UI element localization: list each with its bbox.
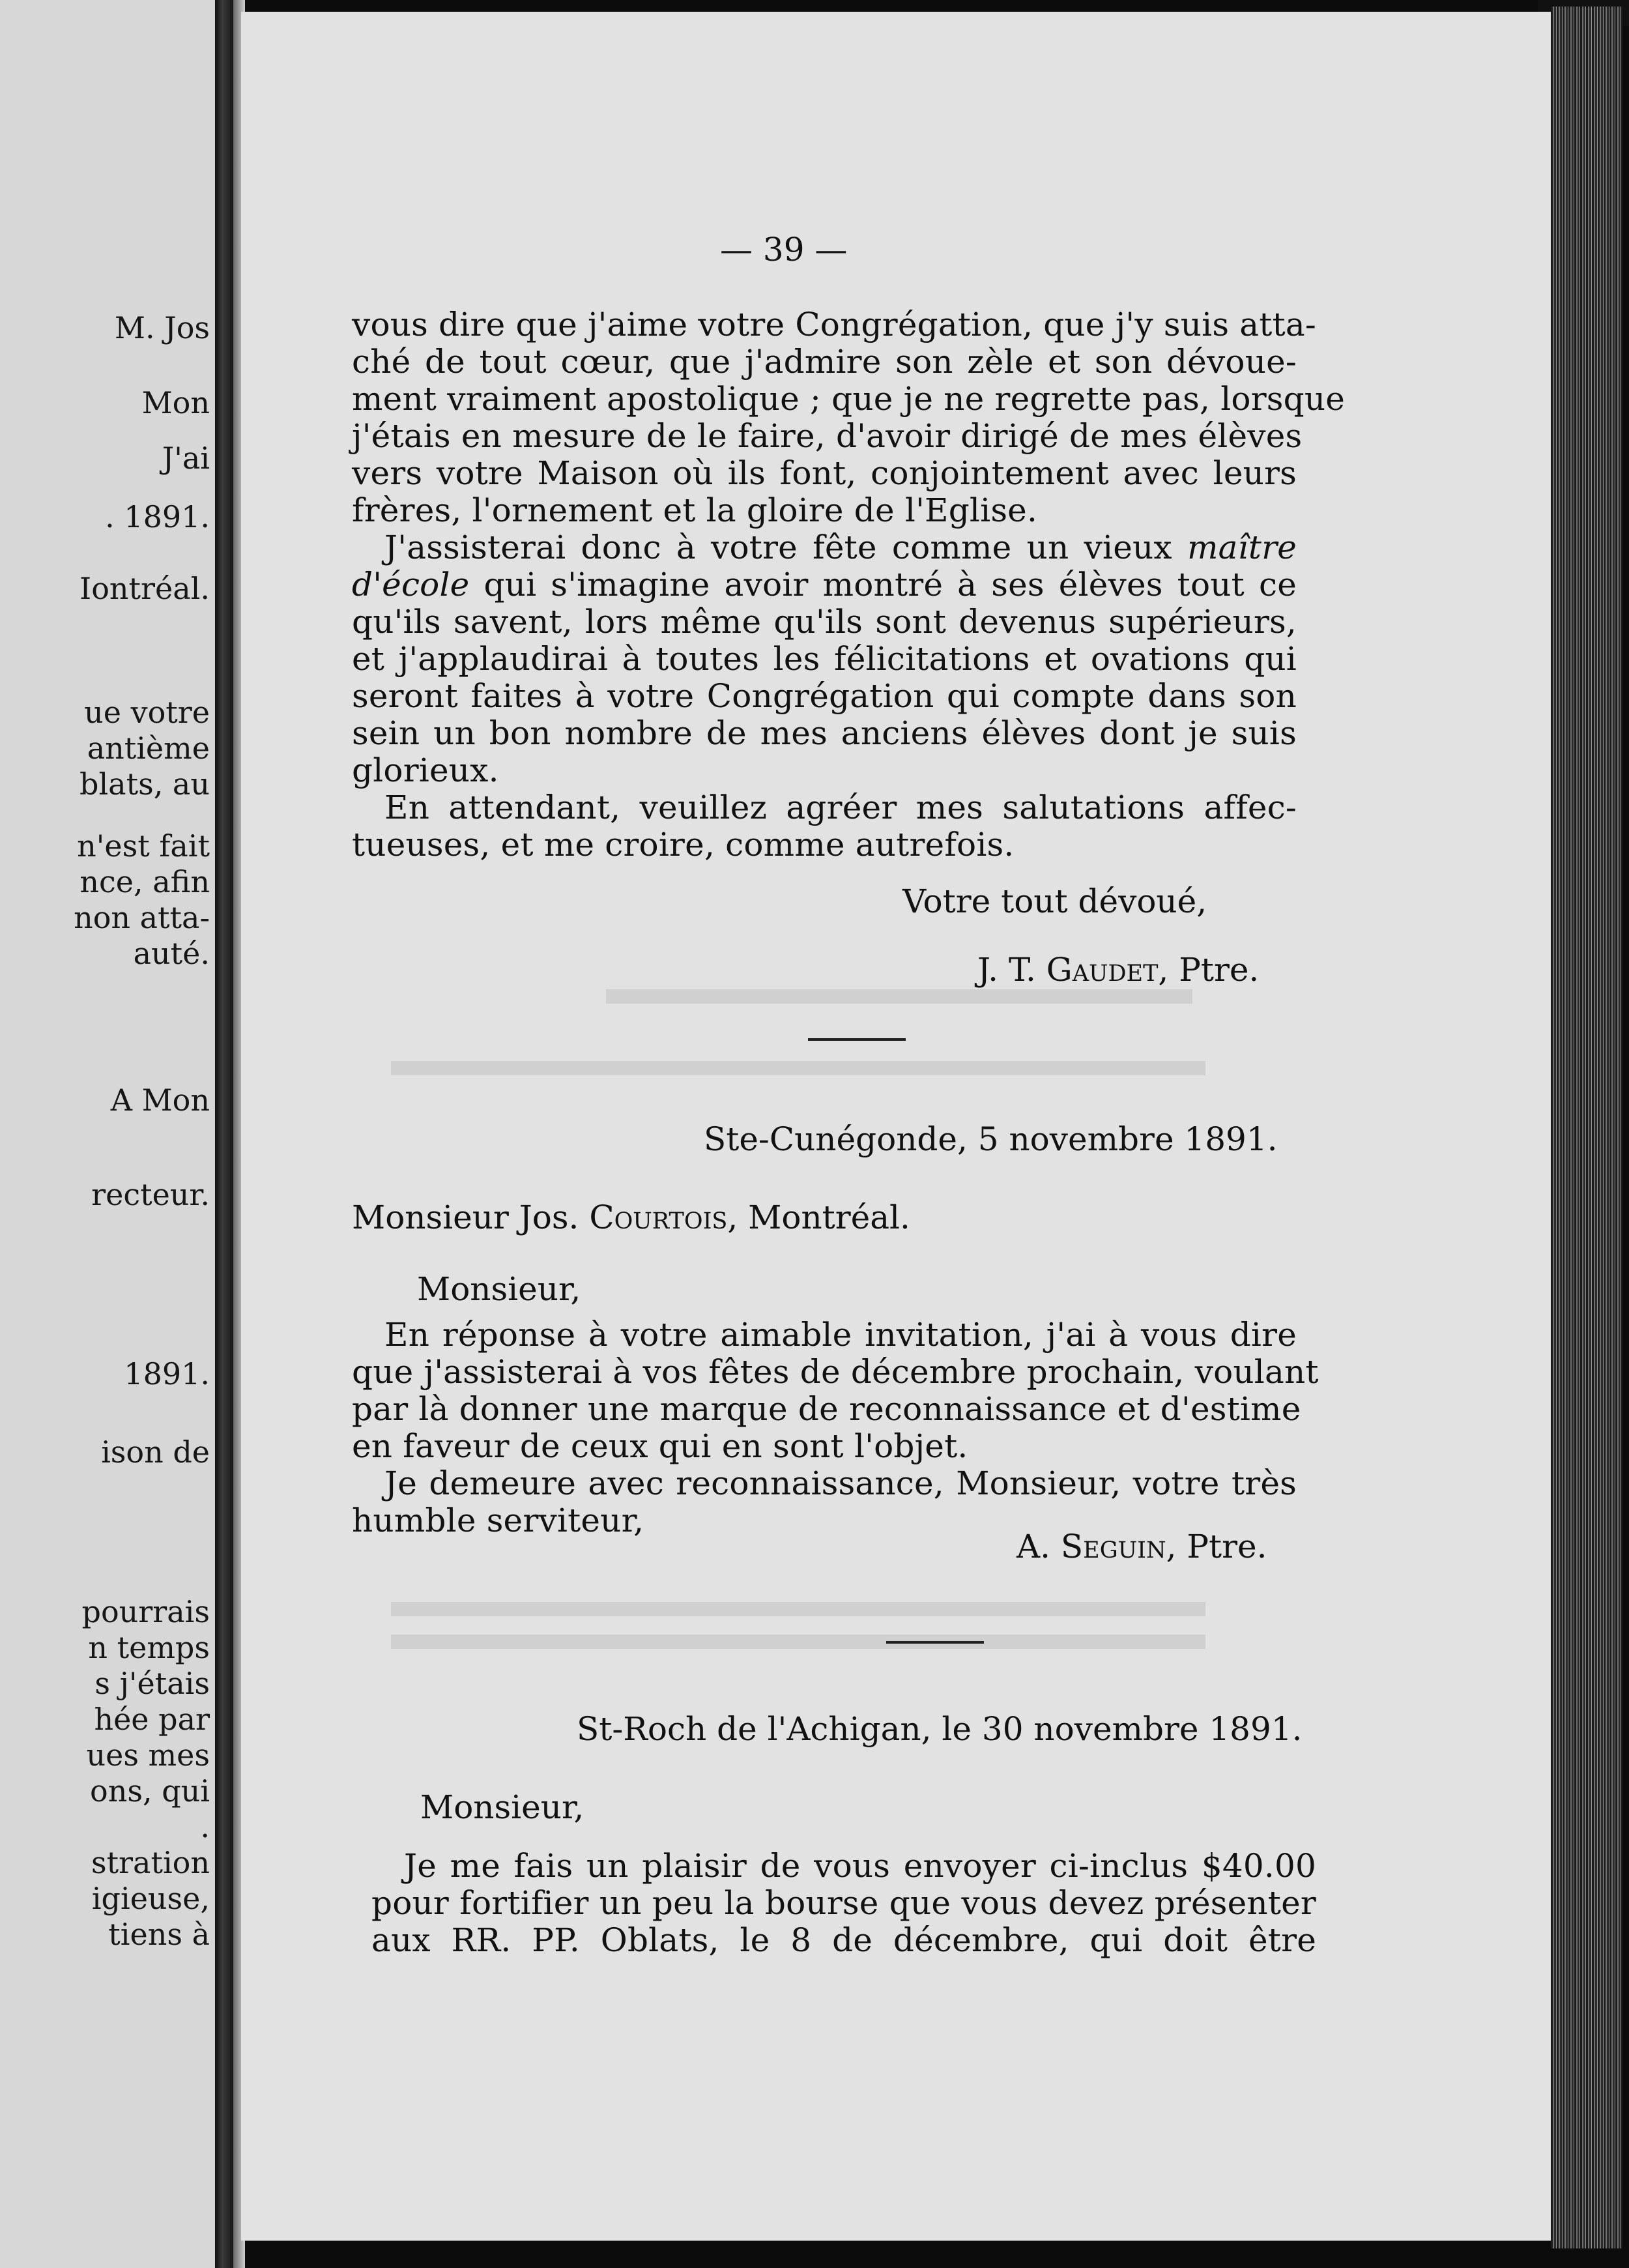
left-page-text-fragment: hée par bbox=[94, 1702, 210, 1737]
text-line: qu'ils savent, lors même qu'ils sont devenus supérieurs, bbox=[352, 603, 1297, 641]
text-line: glorieux. bbox=[352, 751, 499, 789]
left-facing-page bbox=[0, 0, 215, 2268]
text-line: pour fortifier un peu la bourse que vous devez présenter bbox=[371, 1884, 1316, 1922]
text-line: par là donner une marque de reconnaissance et d'estime bbox=[352, 1390, 1301, 1428]
signature-initials: J. T. bbox=[977, 951, 1046, 989]
salutation: Monsieur, bbox=[417, 1270, 581, 1308]
separator-rule bbox=[886, 1641, 984, 1644]
left-page-text-fragment: ue votre bbox=[84, 695, 210, 730]
text-line bbox=[352, 531, 1297, 564]
bleed-through bbox=[391, 1635, 1205, 1649]
left-page-text-fragment: Iontréal. bbox=[79, 571, 210, 606]
left-page-text-fragment: . 1891. bbox=[105, 499, 210, 534]
left-page-text-fragment: J'ai bbox=[162, 441, 210, 476]
text-line: ment vraiment apostolique ; que je ne regrette pas, lorsque bbox=[352, 380, 1346, 418]
left-page-text-fragment: antième bbox=[87, 731, 210, 766]
left-page-text-fragment: recteur. bbox=[91, 1177, 210, 1212]
left-page-text-fragment: pourrais bbox=[81, 1594, 210, 1629]
place-date: Ste-Cunégonde, 5 novembre 1891. bbox=[704, 1120, 1278, 1158]
main-page bbox=[241, 12, 1551, 2241]
text-line: tueuses, et me croire, comme autrefois. bbox=[352, 826, 1015, 864]
left-page-text-fragment: tiens à bbox=[108, 1917, 210, 1952]
text-line: seront faites à votre Congrégation qui compte dans son bbox=[352, 677, 1297, 715]
signature bbox=[1016, 1530, 1267, 1563]
text-line bbox=[352, 568, 1297, 601]
page-edges bbox=[1551, 7, 1622, 2248]
text-line: et j'applaudirai à toutes les félicitations et ovations qui bbox=[352, 640, 1297, 678]
left-page-text-fragment: igieuse, bbox=[91, 1881, 210, 1916]
text-line: sein un bon nombre de mes anciens élèves dont je suis bbox=[352, 714, 1297, 752]
text-line: j'étais en mesure de le faire, d'avoir dirigé de mes élèves bbox=[352, 417, 1303, 455]
text-line: que j'assisterai à vos fêtes de décembre prochain, voulant bbox=[352, 1353, 1319, 1391]
signature-name: Gaudet bbox=[1046, 951, 1159, 989]
text-line: En réponse à votre aimable invitation, j'ai à vous dire bbox=[384, 1316, 1297, 1354]
text-run: qui s'imagine avoir montré à ses élèves tout ce bbox=[469, 566, 1297, 603]
signature-title: , Ptre. bbox=[1166, 1528, 1267, 1565]
text-line: frères, l'ornement et la gloire de l'Eglise. bbox=[352, 491, 1038, 529]
signature-name: Seguin bbox=[1060, 1528, 1166, 1565]
place-date: St-Roch de l'Achigan, le 30 novembre 1891. bbox=[577, 1710, 1303, 1748]
text-line: aux RR. PP. Oblats, le 8 de décembre, qui doit être bbox=[371, 1921, 1316, 1959]
left-page-text-fragment: . bbox=[200, 1809, 210, 1844]
left-page-text-fragment: M. Jos bbox=[114, 310, 210, 345]
text-line: vers votre Maison où ils font, conjointement avec leurs bbox=[352, 454, 1297, 492]
addressee-prefix: Monsieur Jos. bbox=[352, 1199, 590, 1236]
left-page-text-fragment: ons, qui bbox=[90, 1773, 210, 1809]
bleed-through bbox=[391, 1061, 1205, 1075]
left-page-text-fragment: stration bbox=[91, 1845, 210, 1880]
left-page-text-fragment: s j'étais bbox=[94, 1666, 210, 1701]
left-page-text-fragment: nce, afin bbox=[79, 864, 210, 899]
italic-run: maître bbox=[1187, 529, 1297, 566]
left-page-text-fragment: non atta- bbox=[74, 900, 210, 935]
text-line: En attendant, veuillez agréer mes salutations affec- bbox=[384, 789, 1297, 826]
left-page-text-fragment: auté. bbox=[133, 936, 210, 971]
italic-run: d'école bbox=[352, 566, 470, 603]
closing: Votre tout dévoué, bbox=[902, 882, 1207, 920]
text-line: ché de tout cœur, que j'admire son zèle et son dévoue- bbox=[352, 343, 1297, 381]
signature bbox=[977, 951, 1260, 989]
left-page-text-fragment: A Mon bbox=[110, 1083, 210, 1118]
left-page-text-fragment: ues mes bbox=[86, 1737, 210, 1773]
text-line: en faveur de ceux qui en sont l'objet. bbox=[352, 1427, 968, 1465]
separator-rule bbox=[808, 1038, 906, 1041]
addressee-name: Courtois bbox=[589, 1199, 728, 1236]
left-page-text-fragment: blats, au bbox=[79, 766, 210, 802]
left-page-text-fragment: n temps bbox=[88, 1630, 210, 1665]
text-line: humble serviteur, bbox=[352, 1502, 644, 1539]
bleed-through bbox=[391, 1602, 1205, 1616]
signature-title: , Ptre. bbox=[1158, 951, 1260, 989]
text-line: Je me fais un plaisir de vous envoyer ci-inclus $40.00 bbox=[404, 1847, 1316, 1885]
salutation: Monsieur, bbox=[420, 1788, 584, 1826]
text-run: J'assisterai donc à votre fête comme un vieux bbox=[384, 529, 1187, 566]
left-page-text-fragment: Mon bbox=[141, 385, 210, 420]
bleed-through bbox=[606, 989, 1192, 1004]
left-page-text-fragment: 1891. bbox=[124, 1356, 210, 1391]
addressee bbox=[352, 1201, 910, 1234]
book-gutter bbox=[215, 0, 233, 2268]
text-line: Je demeure avec reconnaissance, Monsieur, votre très bbox=[384, 1464, 1297, 1502]
addressee-suffix: , Montréal. bbox=[727, 1199, 910, 1236]
page-number: — 39 — bbox=[720, 231, 848, 269]
text-line: vous dire que j'aime votre Congrégation, que j'y suis atta- bbox=[352, 306, 1316, 343]
left-page-text-fragment: n'est fait bbox=[77, 828, 210, 864]
left-page-text-fragment: ison de bbox=[101, 1434, 210, 1470]
signature-initials: A. bbox=[1016, 1528, 1061, 1565]
